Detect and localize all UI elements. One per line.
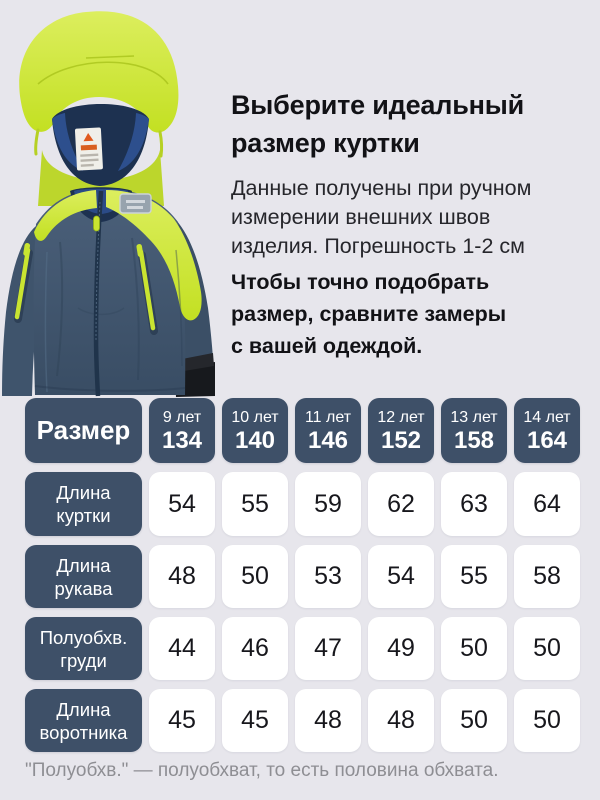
advice-text: Чтобы точно подобрать размер, сравните замеры с вашей одеждой. bbox=[231, 270, 507, 358]
column-header: 10 лет 140 bbox=[222, 398, 288, 463]
table-cell: 50 bbox=[441, 617, 507, 680]
row-header: Длина воротника bbox=[25, 689, 142, 752]
table-cell: 48 bbox=[368, 689, 434, 752]
footnote: "Полуобхв." — полуобхват, то есть половина обхвата. bbox=[25, 760, 499, 781]
table-cell: 46 bbox=[222, 617, 288, 680]
table-cell: 58 bbox=[514, 545, 580, 608]
title-line-1: Выберите идеальный bbox=[231, 90, 524, 120]
table-cell: 44 bbox=[149, 617, 215, 680]
column-header: 13 лет 158 bbox=[441, 398, 507, 463]
table-cell: 49 bbox=[368, 617, 434, 680]
row-header: Длина рукава bbox=[25, 545, 142, 608]
table-cell: 45 bbox=[149, 689, 215, 752]
table-cell: 48 bbox=[149, 545, 215, 608]
table-cell: 64 bbox=[514, 472, 580, 536]
chest-patch bbox=[120, 194, 151, 213]
table-cell: 48 bbox=[295, 689, 361, 752]
table-cell: 50 bbox=[222, 545, 288, 608]
table-cell: 47 bbox=[295, 617, 361, 680]
table-cell: 62 bbox=[368, 472, 434, 536]
table-corner-cell: Размер bbox=[25, 398, 142, 463]
measurement-note: Данные получены при ручном измерении внешних швов изделия. Погрешность 1-2 см bbox=[231, 176, 532, 258]
table-cell: 50 bbox=[514, 689, 580, 752]
table-cell: 55 bbox=[222, 472, 288, 536]
brand-tag bbox=[75, 127, 103, 170]
table-cell: 54 bbox=[368, 545, 434, 608]
size-table bbox=[25, 398, 580, 752]
table-cell: 50 bbox=[441, 689, 507, 752]
jacket-illustration bbox=[0, 0, 235, 398]
table-cell: 50 bbox=[514, 617, 580, 680]
table-cell: 53 bbox=[295, 545, 361, 608]
column-header: 12 лет 152 bbox=[368, 398, 434, 463]
title-line-2: размер куртки bbox=[231, 128, 420, 158]
row-header: Длина куртки bbox=[25, 472, 142, 536]
column-header: 14 лет 164 bbox=[514, 398, 580, 463]
page-title bbox=[231, 86, 524, 162]
table-cell: 63 bbox=[441, 472, 507, 536]
product-photo bbox=[0, 0, 235, 398]
row-header: Полуобхв. груди bbox=[25, 617, 142, 680]
column-header: 9 лет 134 bbox=[149, 398, 215, 463]
table-cell: 45 bbox=[222, 689, 288, 752]
table-cell: 55 bbox=[441, 545, 507, 608]
column-header: 11 лет 146 bbox=[295, 398, 361, 463]
table-cell: 59 bbox=[295, 472, 361, 536]
table-cell: 54 bbox=[149, 472, 215, 536]
